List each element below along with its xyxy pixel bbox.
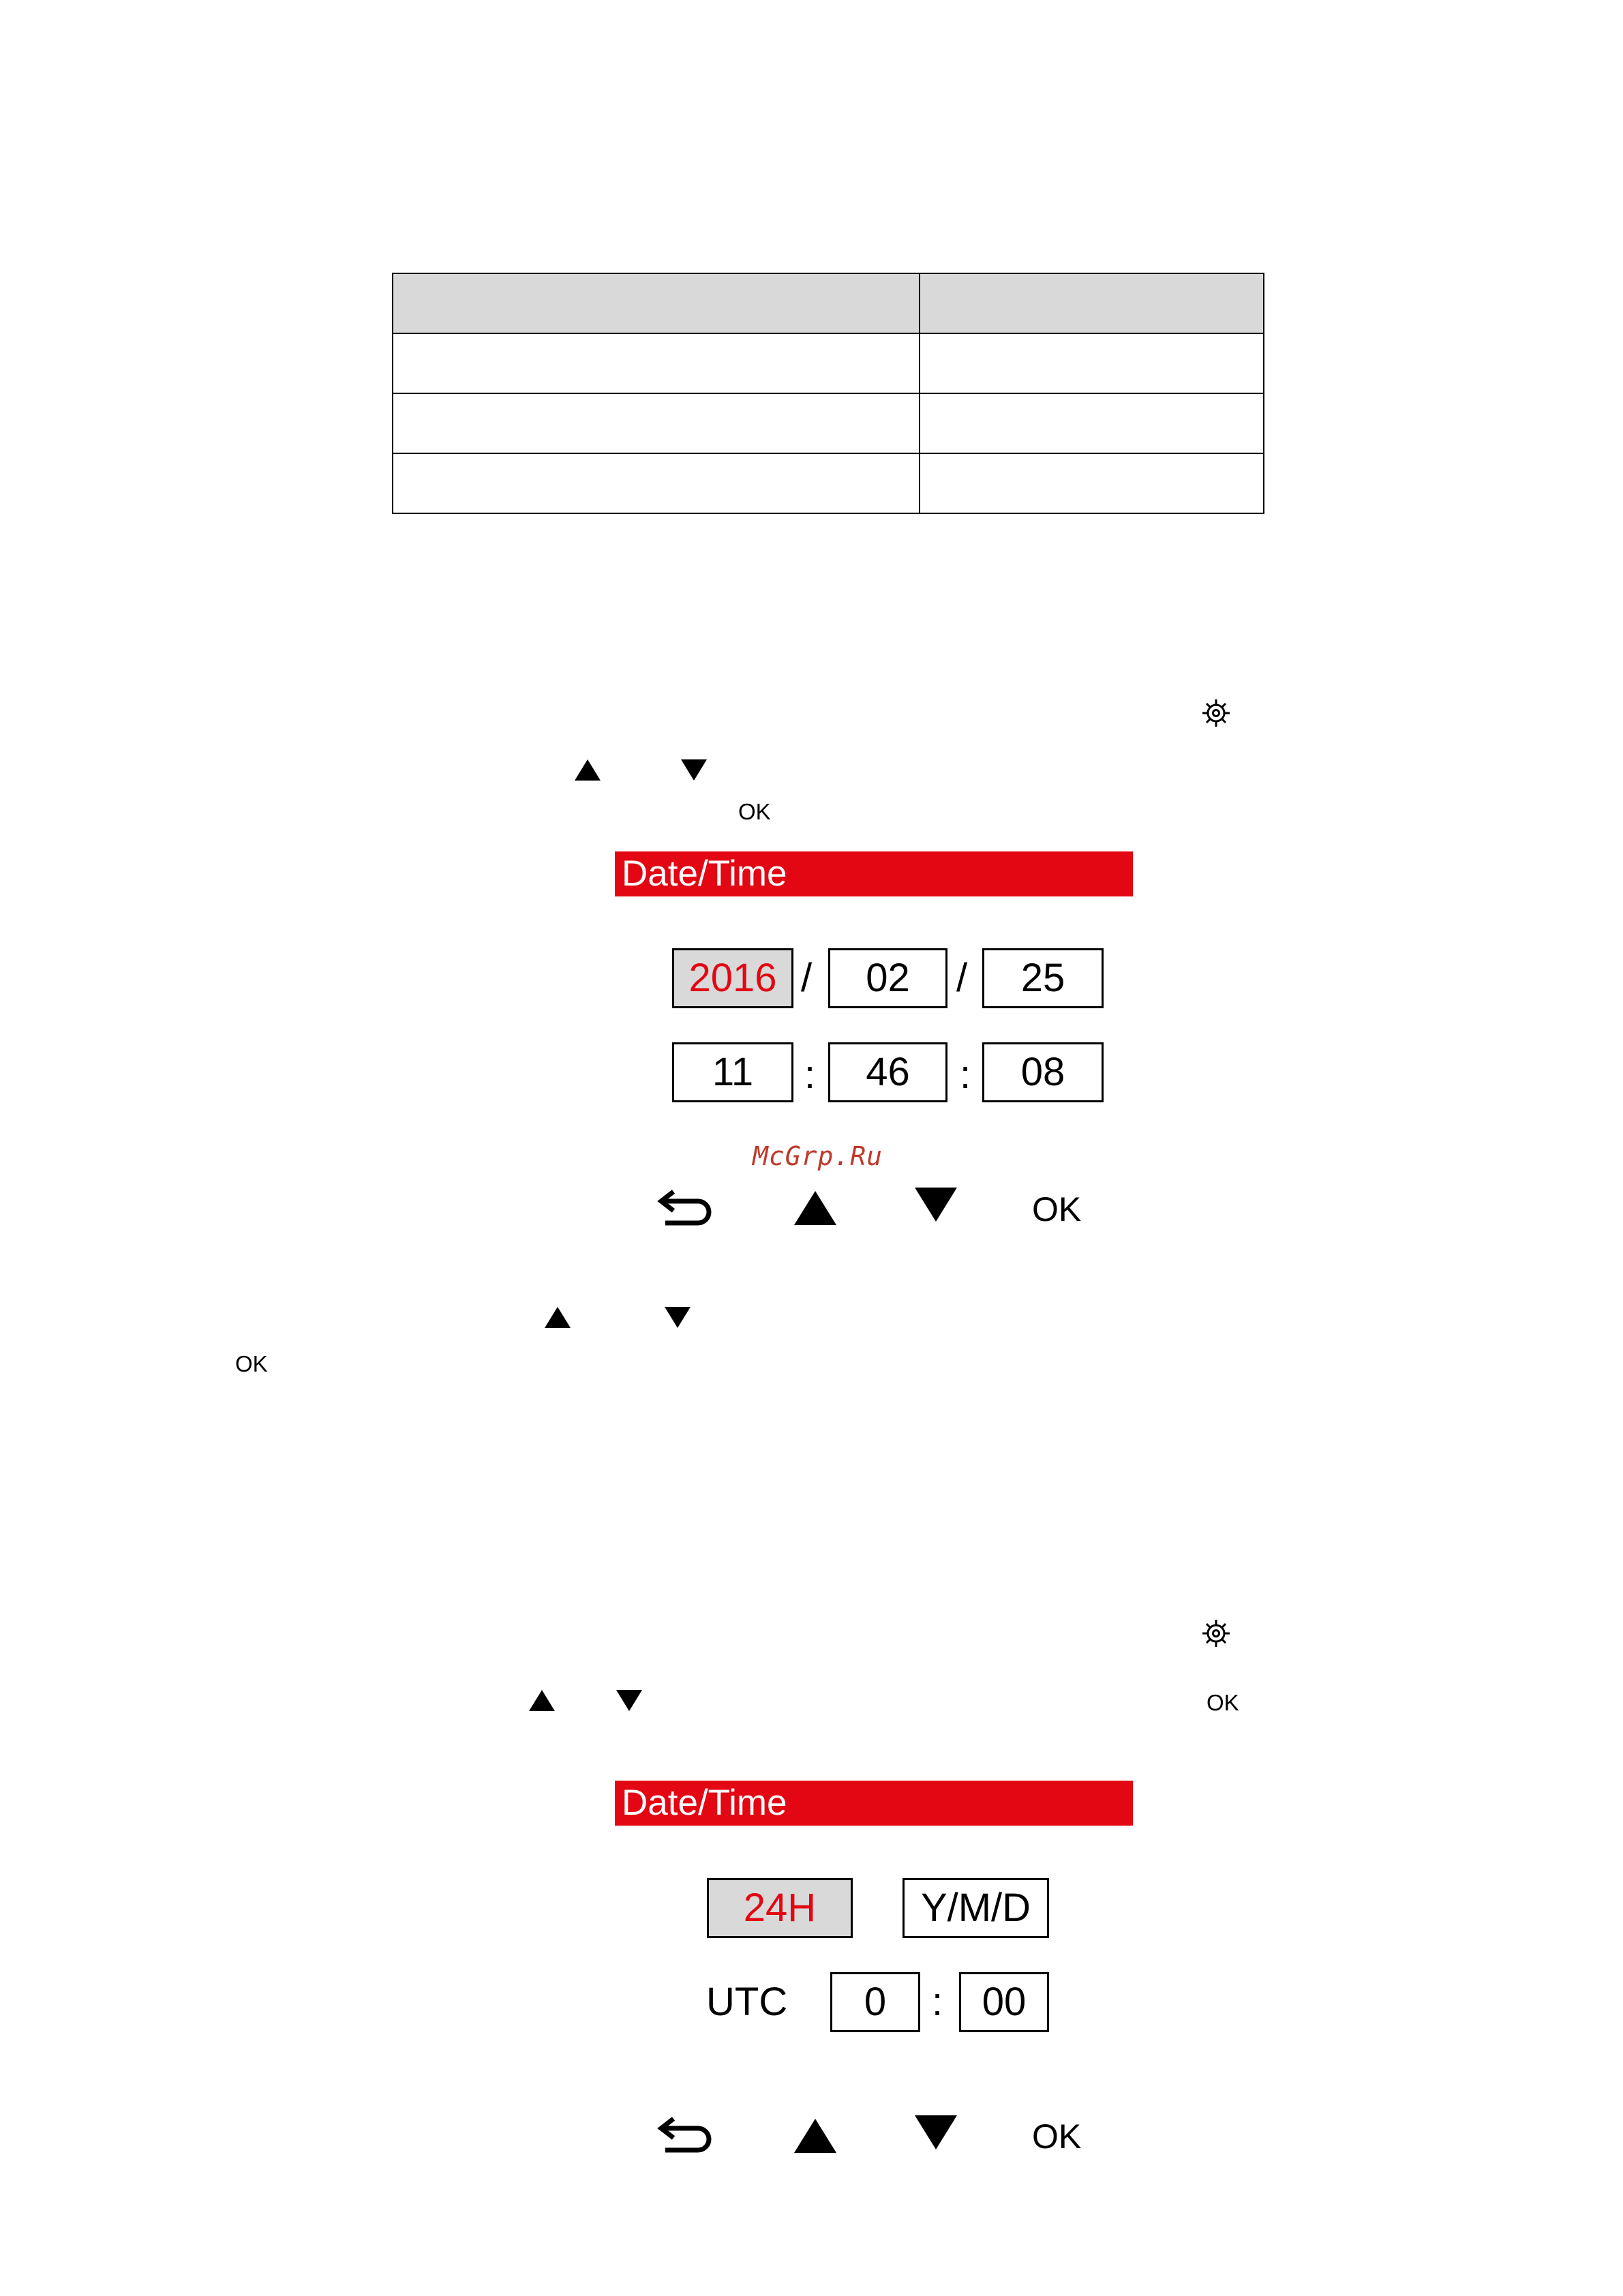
triangle-down-icon [665, 1307, 691, 1328]
ok-label: OK [738, 799, 771, 824]
hour-mode-field[interactable]: 24H [707, 1878, 853, 1938]
second-field[interactable]: 08 [982, 1042, 1104, 1102]
month-field[interactable]: 02 [828, 948, 947, 1008]
down-button[interactable] [915, 1188, 957, 1222]
triangle-up-icon [575, 759, 601, 781]
utc-label: UTC [706, 1980, 788, 2024]
table-cell [920, 333, 1264, 393]
ok-button[interactable]: OK [1032, 2117, 1082, 2156]
ok-button[interactable]: OK [1032, 1190, 1082, 1228]
year-field[interactable]: 2016 [672, 948, 793, 1008]
time-separator: : [960, 1053, 971, 1097]
table-cell [920, 393, 1264, 453]
watermark: McGrp.Ru [753, 1141, 883, 1171]
spec-table [392, 273, 1264, 514]
triangle-down-icon [681, 759, 707, 781]
table-row [393, 453, 1264, 513]
time-separator: : [804, 1053, 816, 1097]
table-header-cell [393, 273, 920, 333]
screen-title: Date/Time [615, 851, 1133, 896]
utc-hours-field[interactable]: 0 [830, 1972, 920, 2032]
triangle-down-icon [616, 1690, 642, 1711]
minute-field[interactable]: 46 [828, 1042, 947, 1102]
table-cell [393, 333, 920, 393]
table-cell [920, 453, 1264, 513]
table-header-cell [920, 273, 1264, 333]
return-arrow-icon[interactable] [656, 1186, 717, 1228]
up-button[interactable] [794, 2119, 836, 2153]
table-row [393, 333, 1264, 393]
ok-label: OK [1207, 1690, 1239, 1715]
date-separator: / [801, 956, 813, 1000]
ok-label: OK [235, 1351, 268, 1376]
return-arrow-icon[interactable] [656, 2113, 717, 2156]
down-button[interactable] [915, 2115, 957, 2149]
date-separator: / [956, 956, 968, 1000]
table-row [393, 393, 1264, 453]
screen-title: Date/Time [615, 1781, 1133, 1826]
hour-field[interactable]: 11 [672, 1042, 793, 1102]
utc-separator: : [932, 1980, 943, 2024]
up-button[interactable] [794, 1191, 836, 1225]
day-field[interactable]: 25 [982, 948, 1104, 1008]
date-order-field[interactable]: Y/M/D [902, 1878, 1049, 1938]
table-cell [393, 393, 920, 453]
triangle-up-icon [545, 1307, 571, 1328]
table-cell [393, 453, 920, 513]
table-header-row [393, 273, 1264, 333]
utc-minutes-field[interactable]: 00 [959, 1972, 1049, 2032]
triangle-up-icon [529, 1690, 555, 1711]
gear-icon [1201, 698, 1231, 728]
gear-icon [1201, 1618, 1231, 1648]
